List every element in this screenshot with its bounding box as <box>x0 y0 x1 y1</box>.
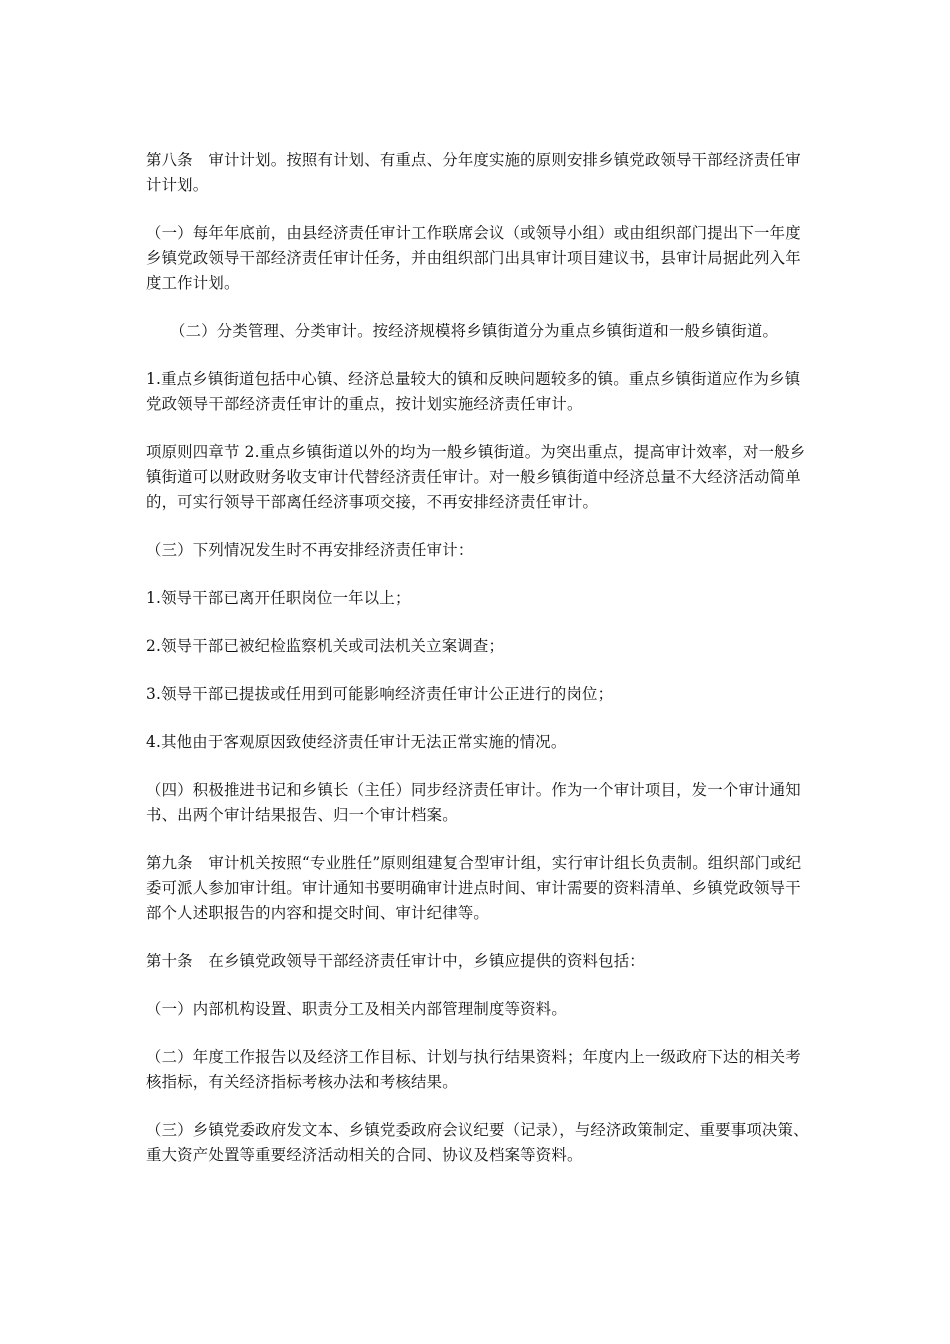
clause-2-paragraph: （二）分类管理、分类审计。按经济规模将乡镇街道分为重点乡镇街道和一般乡镇街道。 <box>170 322 779 340</box>
clause-3-paragraph: （三）下列情况发生时不再安排经济责任审计： <box>146 541 474 559</box>
article-9-paragraph: 第九条 审计机关按照“专业胜任”原则组建复合型审计组，实行审计组长负责制。组织部门或纪委可派人参加审计组。审计通知书要明确审计进点时间、审计需要的资料清单、乡镇党政领导干部个人述职报告的内容和提交时间、审计纪律等。 <box>146 854 802 922</box>
condition-3-paragraph: 3.领导干部已提拔或任用到可能影响经济责任审计公正进行的岗位； <box>146 685 614 703</box>
article-10-paragraph: 第十条 在乡镇党政领导干部经济责任审计中，乡镇应提供的资料包括： <box>146 952 645 970</box>
condition-2-paragraph: 2.领导干部已被纪检监察机关或司法机关立案调查； <box>146 637 505 655</box>
clause-1-paragraph: （一）每年年底前，由县经济责任审计工作联席会议（或领导小组）或由组织部门提出下一年度乡镇党政领导干部经济责任审计任务，并由组织部门出具审计项目建议书，县审计局据此列入年度工作计划。 <box>146 224 801 292</box>
condition-1-paragraph: 1.领导干部已离开任职岗位一年以上； <box>146 589 411 607</box>
article-8-paragraph: 第八条 审计计划。按照有计划、有重点、分年度实施的原则安排乡镇党政领导干部经济责任审计计划。 <box>146 151 801 194</box>
materials-1-paragraph: （一）内部机构设置、职责分工及相关内部管理制度等资料。 <box>146 1000 567 1018</box>
condition-4-paragraph: 4.其他由于客观原因致使经济责任审计无法正常实施的情况。 <box>146 733 567 751</box>
clause-4-paragraph: （四）积极推进书记和乡镇长（主任）同步经济责任审计。作为一个审计项目，发一个审计通知书、出两个审计结果报告、归一个审计档案。 <box>146 781 801 824</box>
materials-3-paragraph: （三）乡镇党委政府发文本、乡镇党委政府会议纪要（记录），与经济政策制定、重要事项决策、重大资产处置等重要经济活动相关的合同、协议及档案等资料。 <box>146 1121 809 1164</box>
document-body <box>146 148 810 1191</box>
item-1-key-towns-paragraph: 1.重点乡镇街道包括中心镇、经济总量较大的镇和反映问题较多的镇。重点乡镇街道应作为乡镇党政领导干部经济责任审计的重点，按计划实施经济责任审计。 <box>146 370 801 413</box>
item-2-general-towns-paragraph: 项原则四章节 2.重点乡镇街道以外的均为一般乡镇街道。为突出重点，提高审计效率，对一般乡镇街道可以财政财务收支审计代替经济责任审计。对一般乡镇街道中经济总量不大经济活动简单的，可实行领导干部离任经济事项交接，不再安排经济责任审计。 <box>146 443 806 511</box>
materials-2-paragraph: （二）年度工作报告以及经济工作目标、计划与执行结果资料；年度内上一级政府下达的相关考核指标，有关经济指标考核办法和考核结果。 <box>146 1048 801 1091</box>
